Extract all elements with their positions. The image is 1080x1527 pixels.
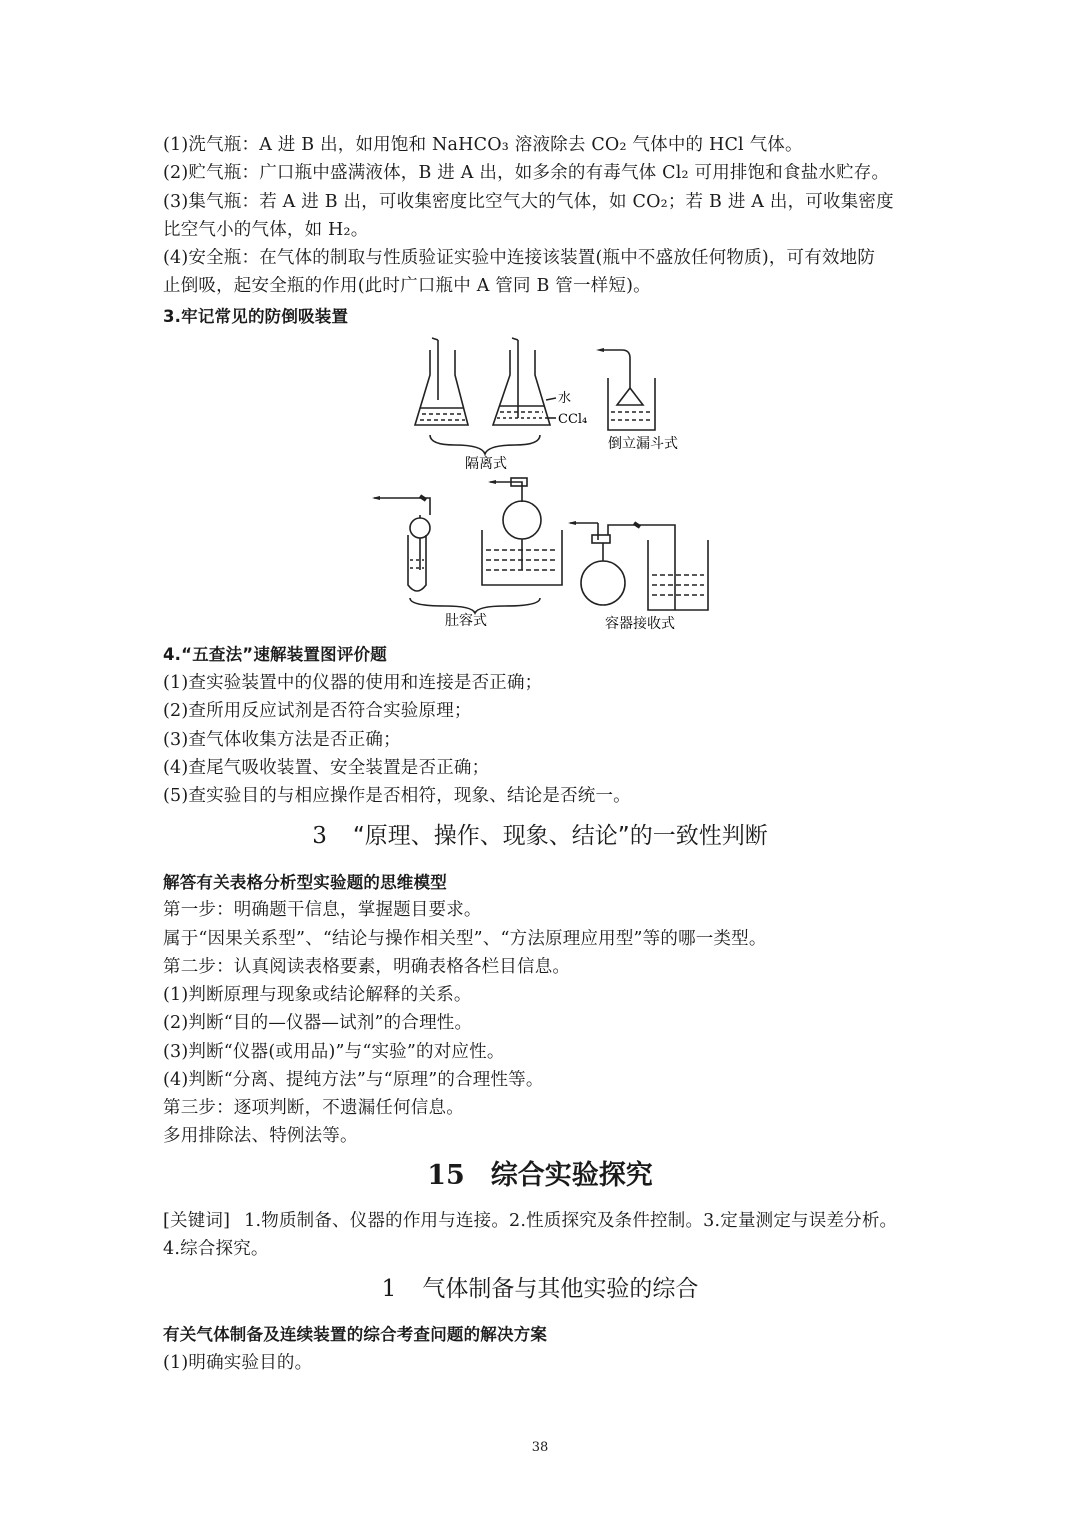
section-title-five-checks: 4.“五查法”速解装置图评价题 (163, 645, 387, 664)
plan-title: 有关气体制备及连续装置的综合考查问题的解决方案 (163, 1325, 548, 1344)
five-checks-item: (4)查尾气吸收装置、安全装置是否正确； (163, 758, 490, 778)
label-ccl4: CCl₄ (558, 412, 588, 427)
keywords-label: [关键词] (163, 1211, 231, 1231)
model-title: 解答有关表格分析型实验题的思维模型 (163, 873, 447, 892)
belly-brace (410, 598, 540, 613)
five-checks-item: (3)查气体收集方法是否正确； (163, 730, 401, 750)
heading-number: 3 (312, 823, 327, 849)
keywords-line-2: 4.综合探究。 (163, 1239, 269, 1259)
model-line: 第三步：逐项判断，不遗漏任何信息。 (163, 1098, 464, 1118)
text-line-safety-bottle-cont: 止倒吸，起安全瓶的作用(此时广口瓶中 A 管同 B 管一样短)。 (163, 276, 651, 296)
receiving-flask (581, 561, 625, 605)
model-line: 多用排除法、特例法等。 (163, 1126, 358, 1146)
keywords-line (163, 1209, 933, 1233)
text-line-safety-bottle: (4)安全瓶：在气体的制取与性质验证实验中连接该装置(瓶中不盛放任何物质)，可有效地防 (163, 248, 876, 268)
label-isolation: 隔离式 (465, 456, 507, 472)
plan-line: (1)明确实验目的。 (163, 1353, 313, 1373)
text-line-collect-bottle-cont: 比空气小的气体，如 H₂。 (163, 220, 369, 240)
label-belly: 肚容式 (445, 613, 487, 629)
model-line: 属于“因果关系型”、“结论与操作相关型”、“方法原理应用型”等的哪一类型。 (163, 929, 767, 949)
test-tube (408, 535, 426, 591)
five-checks-item: (2)查所用反应试剂是否符合实验原理； (163, 701, 472, 721)
chapter-title: 综合实验探究 (490, 1160, 653, 1191)
five-checks-item: (5)查实验目的与相应操作是否相符，现象、结论是否统一。 (163, 786, 631, 806)
flask-right (493, 350, 550, 425)
chapter-heading (0, 1160, 1080, 1192)
belly-flask (503, 501, 541, 539)
model-line: (4)判断“分离、提纯方法”与“原理”的合理性等。 (163, 1070, 544, 1090)
model-line: (2)判断“目的—仪器—试剂”的合理性。 (163, 1013, 473, 1033)
label-inverted-funnel: 倒立漏斗式 (608, 436, 678, 452)
model-line: 第一步：明确题干信息，掌握题目要求。 (163, 900, 482, 920)
text-line-storage-bottle: (2)贮气瓶：广口瓶中盛满液体，B 进 A 出，如多余的有毒气体 Cl₂ 可用排饱和食盐水贮存。 (163, 163, 890, 183)
heading-text: “原理、操作、现象、结论”的一致性判断 (352, 823, 768, 849)
five-checks-item: (1)查实验装置中的仪器的使用和连接是否正确； (163, 673, 543, 693)
heading-consistency (0, 820, 1080, 852)
model-line: (3)判断“仪器(或用品)”与“实验”的对应性。 (163, 1042, 505, 1062)
label-water: 水 (558, 391, 572, 406)
text-line-collect-bottle: (3)集气瓶：若 A 进 B 出，可收集密度比空气大的气体，如 CO₂；若 B 进 A 出，可收集密度 (163, 192, 894, 212)
label-container: 容器接收式 (605, 616, 675, 632)
apparatus-figure (360, 330, 720, 640)
inverted-funnel (617, 388, 643, 405)
model-line: 第二步：认真阅读表格要素，明确表格各栏目信息。 (163, 957, 571, 977)
section-title-anti-suckback: 3.牢记常见的防倒吸装置 (163, 307, 349, 326)
isolation-brace (430, 435, 540, 454)
text-line-wash-bottle: (1)洗气瓶：A 进 B 出，如用饱和 NaHCO₃ 溶液除去 CO₂ 气体中的 HCl 气体。 (163, 135, 803, 155)
beaker-funnel (608, 378, 655, 430)
belly-bulb (410, 518, 430, 538)
chapter-number: 15 (427, 1160, 465, 1191)
anti-suckback-diagram (360, 330, 720, 640)
model-line: (1)判断原理与现象或结论解释的关系。 (163, 985, 472, 1005)
heading-number: 1 (381, 1276, 397, 1302)
heading-text: 气体制备与其他实验的综合 (422, 1276, 699, 1302)
heading-gas-prep (0, 1273, 1080, 1305)
page-number: 38 (531, 1440, 549, 1455)
keywords-text: 1.物质制备、仪器的作用与连接。2.性质探究及条件控制。3.定量测定与误差分析。 (244, 1211, 898, 1231)
